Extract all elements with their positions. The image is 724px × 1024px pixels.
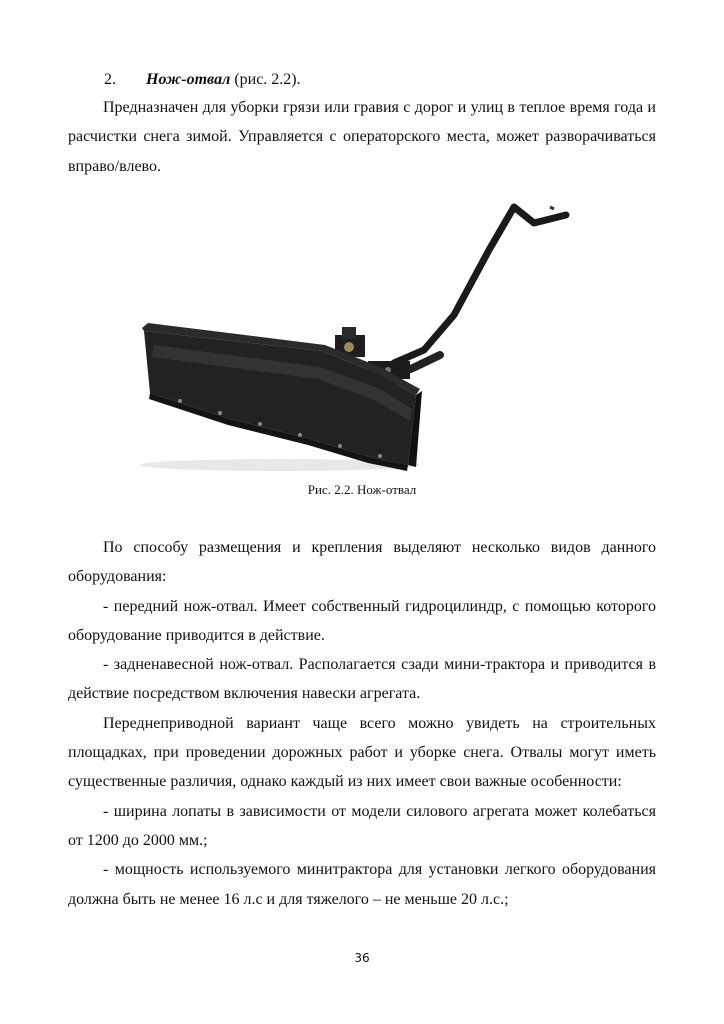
front-blade-paragraph: - передний нож-отвал. Имеет собственный гидроцилиндр, с помощью которого оборудование приводится в действие. — [68, 597, 656, 644]
section-heading — [104, 68, 301, 92]
kinds-paragraph: По способу размещения и крепления выделяют несколько видов данного оборудования: — [68, 539, 656, 586]
section-number: 2. — [104, 71, 116, 88]
usage-paragraph: Переднеприводной вариант чаще всего можно увидеть на строительных площадках, при проведении дорожных работ и уборке снега. Отвалы могут иметь существенные различия, однако каждый из них имеет свои важные особенности: — [68, 714, 656, 791]
page-number: 36 — [354, 951, 370, 965]
section-figure-ref: (рис. 2.2). — [230, 71, 301, 88]
section-term: Нож-отвал — [146, 71, 231, 88]
tractor-power-paragraph: - мощность используемого минитрактора для установки легкого оборудования должна быть не менее 16 л.с и для тяжелого – не меньше 20 л.с.; — [68, 861, 656, 908]
figure-caption: Рис. 2.2. Нож-отвал — [307, 482, 417, 497]
blade-width-paragraph: - ширина лопаты в зависимости от модели силового агрегата может колебаться от 1200 до 2000 мм.; — [68, 802, 656, 849]
snow-blade-icon — [130, 195, 570, 485]
rear-blade-paragraph: - задненавесной нож-отвал. Располагается сзади мини-трактора и приводится в действие посредством включения навески агрегата. — [68, 656, 656, 703]
intro-paragraph: Предназначен для уборки грязи или гравия с дорог и улиц в теплое время года и расчистки снега зимой. Управляется с операторского места, может разворачиваться вправо/влево. — [68, 99, 656, 175]
figure-snow-blade — [130, 195, 570, 485]
